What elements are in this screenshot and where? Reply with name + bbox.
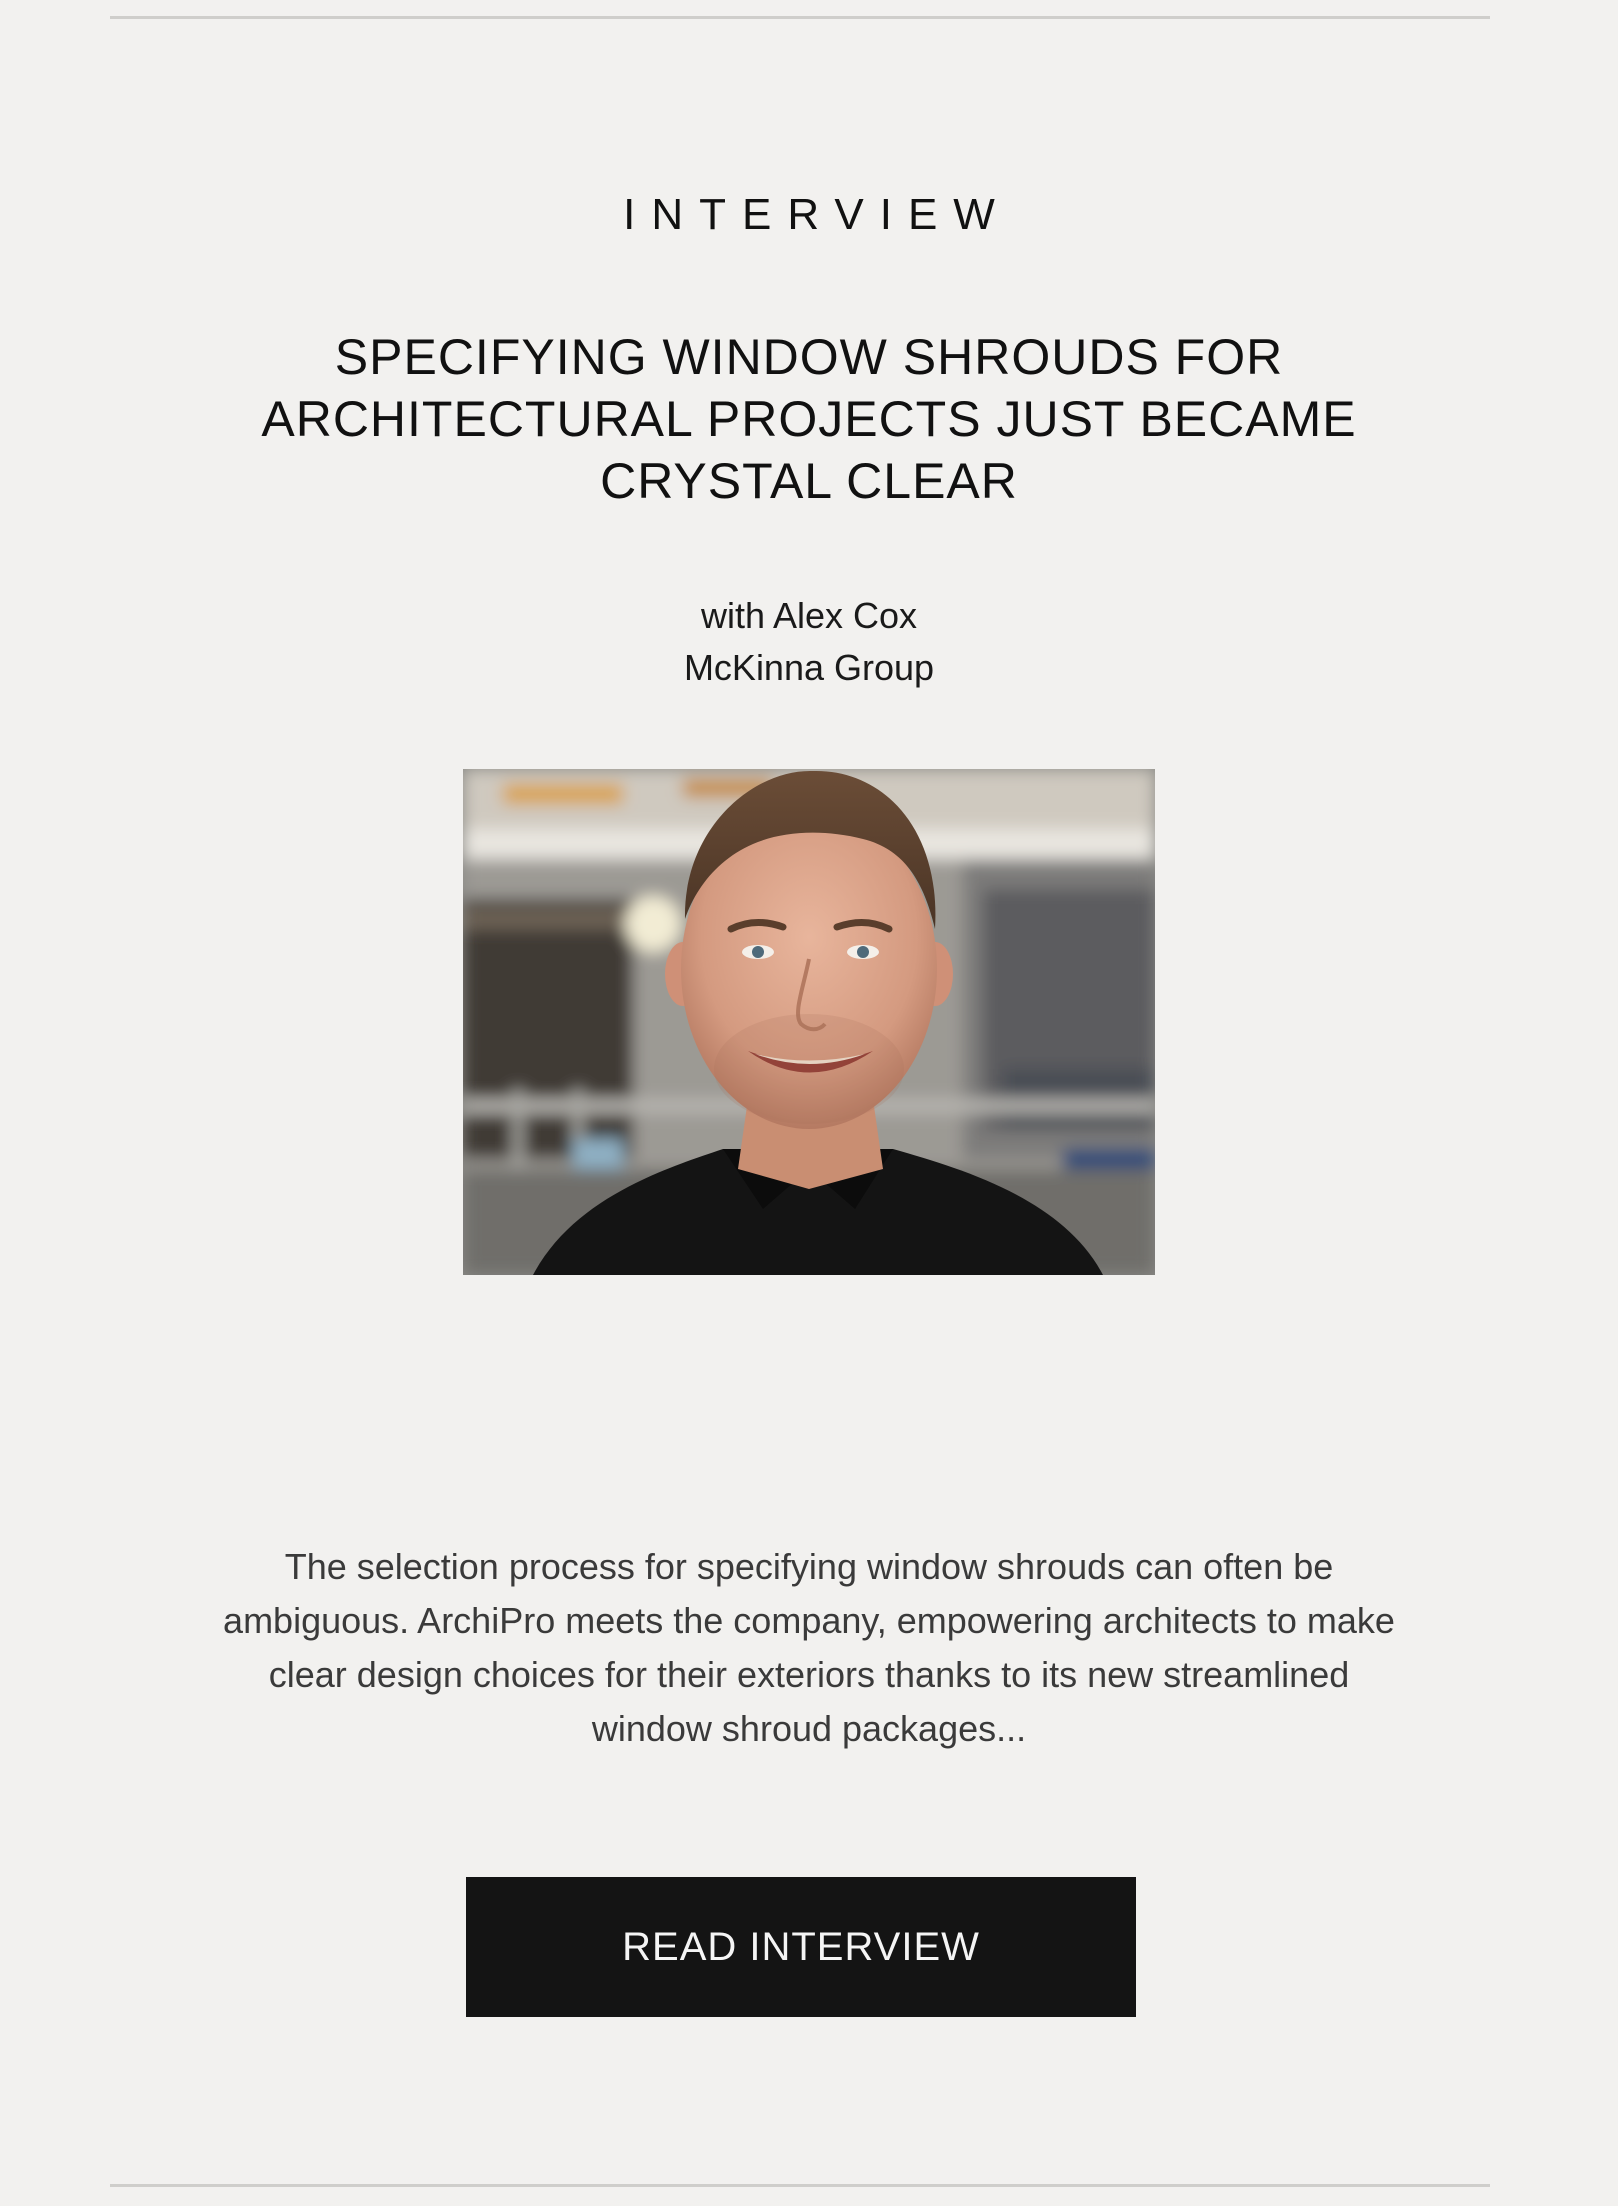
top-divider bbox=[110, 16, 1490, 19]
bottom-divider bbox=[110, 2184, 1490, 2187]
interview-headline: SPECIFYING WINDOW SHROUDS FOR ARCHITECTURAL PROJECTS JUST BECAME CRYSTAL CLEAR bbox=[261, 329, 1357, 509]
byline-company: McKinna Group bbox=[683, 647, 935, 688]
interviewee-portrait bbox=[463, 769, 1155, 1275]
byline-name: with Alex Cox bbox=[700, 595, 918, 636]
section-eyebrow: INTERVIEW bbox=[623, 190, 1011, 239]
interview-summary: The selection process for specifying window shrouds can often be ambiguous. ArchiPro meets the company, empowering architects to make clear design choices for their exteriors thanks to its new streamlined window shroud packages... bbox=[223, 1546, 1395, 1749]
read-interview-button[interactable]: READ INTERVIEW bbox=[466, 1877, 1136, 2017]
byline bbox=[0, 590, 1618, 694]
